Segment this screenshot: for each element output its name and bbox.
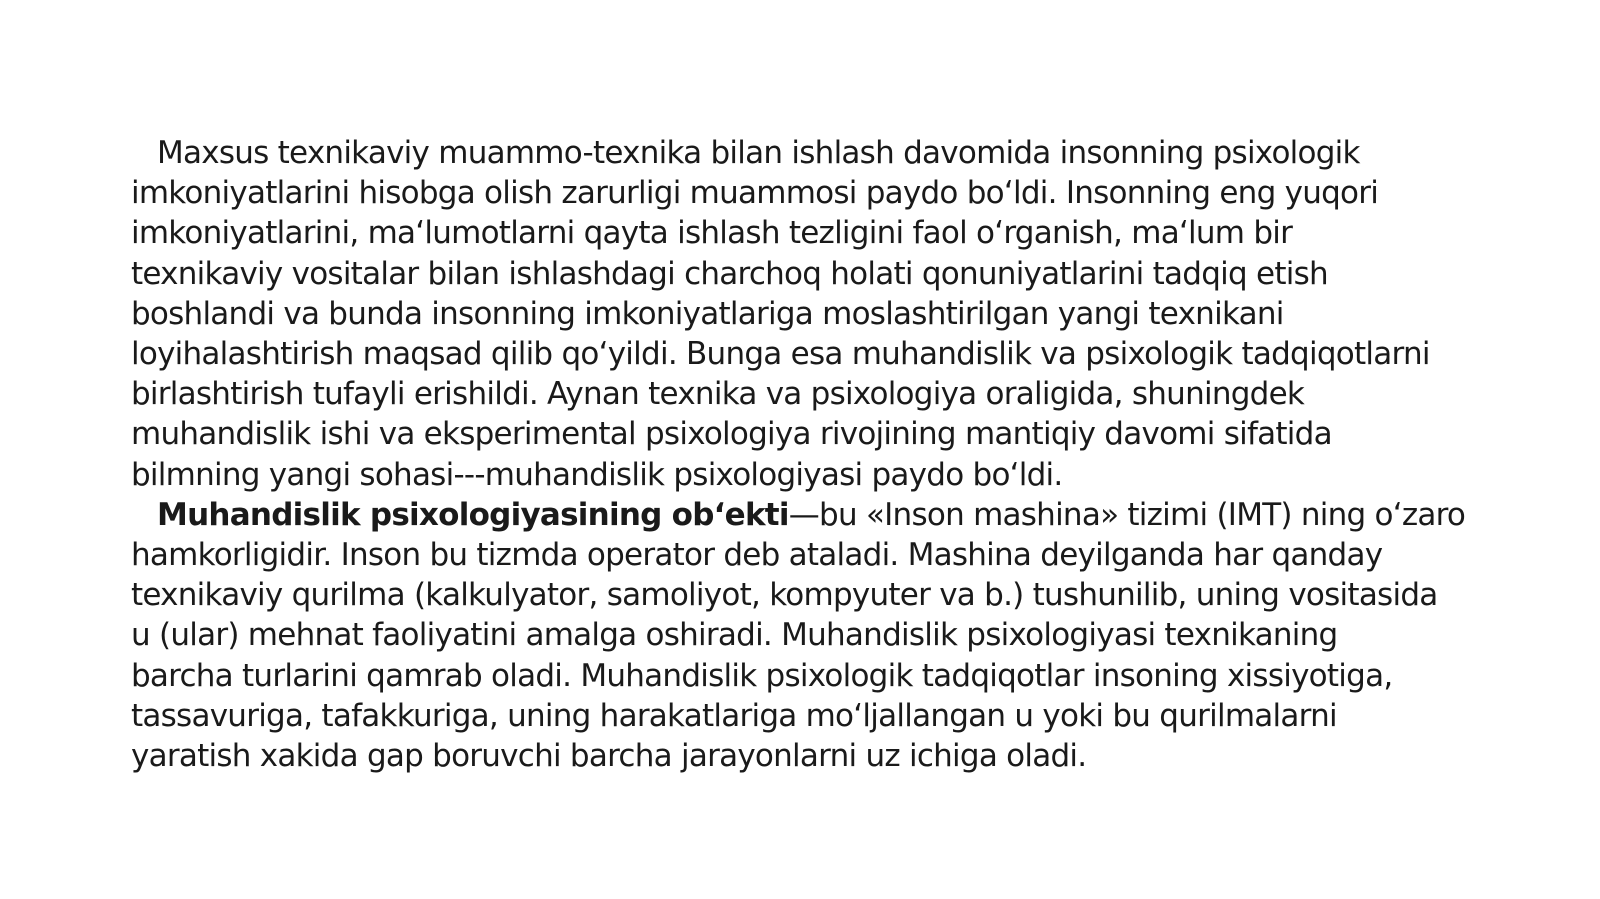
text-body	[131, 133, 1521, 776]
bold-term: Muhandislik psixologiyasining obʻekti	[157, 496, 789, 533]
paragraph-introduction: Maxsus texnikaviy muammo-texnika bilan ishlash davomida insonning psixologik imkoniyatlarini hisobga olish zarurligi muammosi paydo boʻldi. Insonning eng yuqori imkoniyatlarini, maʻlumotlarni qayta ishlash tezligini faol oʻrganish, maʻlum bir texnikaviy vositalar bilan ishlashdagi charchoq holati qonuniyatlarini tadqiq etish boshlandi va bunda insonning imkoniyatlariga moslashtirilgan yangi texnikani loyihalashtirish maqsad qilib qoʻyildi. Bunga esa muhandislik va psixologik tadqiqotlarni birlashtirish tufayli erishildi. Aynan texnika va psixologiya oraligida, shuningdek muhandislik ishi va eksperimental psixologiya rivojining mantiqiy davomi sifatida bilmning yangi sohasi---muhandislik psixologiyasi paydo boʻldi.	[131, 135, 1430, 493]
paragraph-object-text: —bu «Inson mashina» tizimi (IMT) ning oʻzaro hamkorligidir. Inson bu tizmda operator deb ataladi. Mashina deyilganda har qanday texnikaviy qurilma (kalkulyator, samoliyot, kompyuter va b.) tushunilib, uning vositasida u (ular) mehnat faoliyatini amalga oshiradi. Muhandislik psixologiyasi texnikaning barcha turlarini qamrab oladi. Muhandislik psixologik tadqiqotlar insoning xissiyotiga, tassavuriga, tafakkuriga, uning harakatlariga moʻljallangan u yoki bu qurilmalarni yaratish xakida gap boruvchi barcha jarayonlarni uz ichiga oladi.	[131, 496, 1466, 775]
paragraph-object-definition	[131, 495, 1521, 776]
